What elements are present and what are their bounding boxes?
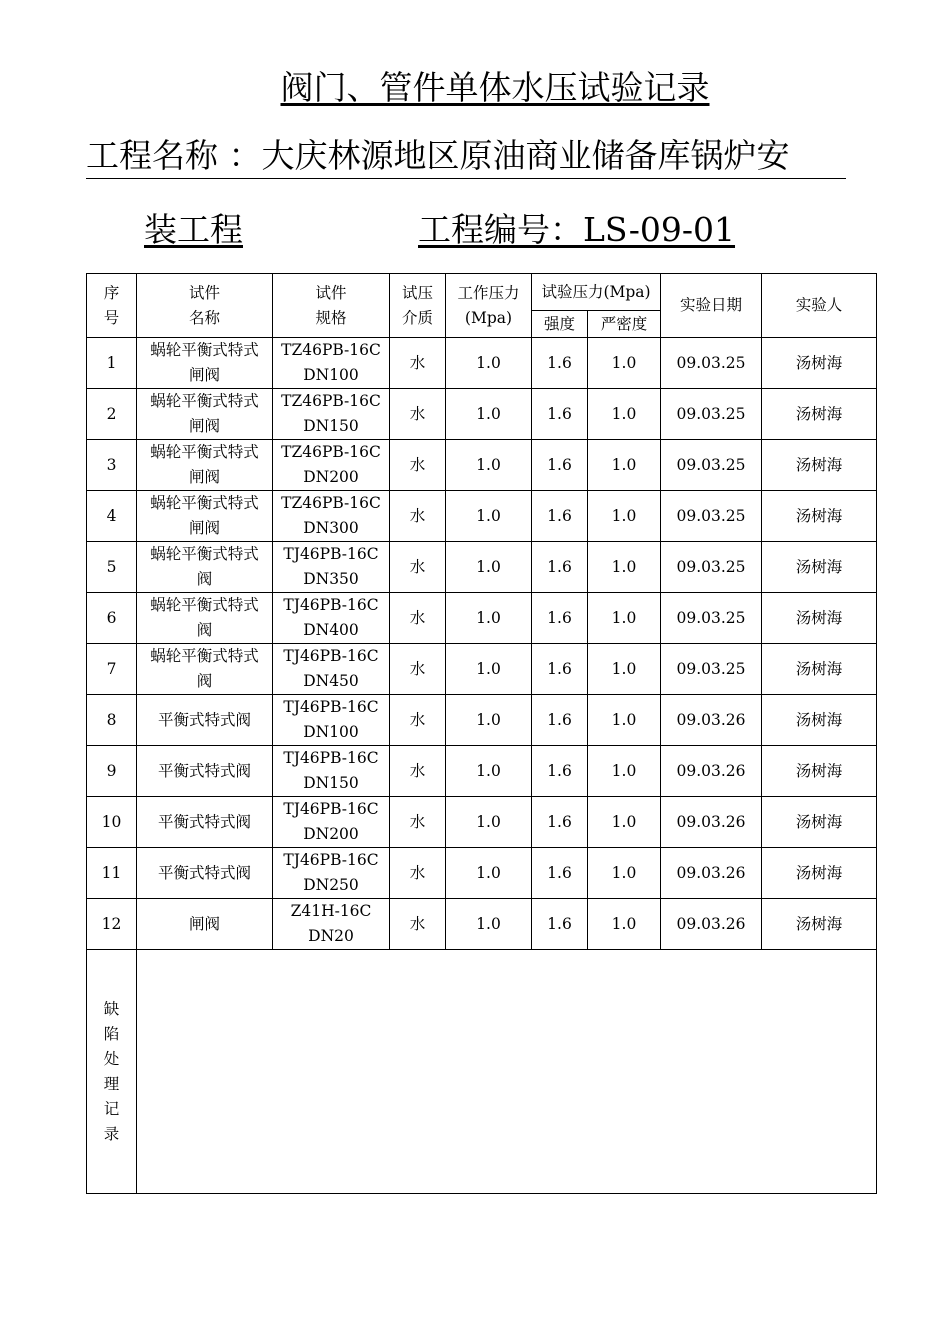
cell-strength: 1.6 — [532, 491, 588, 542]
cell-test-date: 09.03.25 — [661, 644, 762, 695]
cell-item-name: 闸阀 — [137, 899, 273, 950]
cell-tester: 汤树海 — [762, 695, 877, 746]
cell-medium: 水 — [390, 695, 446, 746]
cell-item-name: 平衡式特式阀 — [137, 746, 273, 797]
cell-work-pressure: 1.0 — [446, 491, 532, 542]
cell-item-name: 平衡式特式阀 — [137, 695, 273, 746]
cell-item-spec: TJ46PB-16C DN350 — [273, 542, 390, 593]
cell-work-pressure: 1.0 — [446, 899, 532, 950]
cell-tightness: 1.0 — [588, 440, 661, 491]
header-test-pressure: 试验压力(Mpa) — [532, 274, 661, 311]
cell-seq: 2 — [87, 389, 137, 440]
cell-tester: 汤树海 — [762, 542, 877, 593]
cell-strength: 1.6 — [532, 338, 588, 389]
cell-tightness: 1.0 — [588, 899, 661, 950]
cell-strength: 1.6 — [532, 797, 588, 848]
cell-tester: 汤树海 — [762, 389, 877, 440]
header-tightness: 严密度 — [588, 311, 661, 338]
cell-tightness: 1.0 — [588, 797, 661, 848]
cell-item-spec: TJ46PB-16C DN150 — [273, 746, 390, 797]
cell-medium: 水 — [390, 389, 446, 440]
cell-work-pressure: 1.0 — [446, 695, 532, 746]
cell-item-spec: TJ46PB-16C DN450 — [273, 644, 390, 695]
cell-seq: 6 — [87, 593, 137, 644]
cell-medium: 水 — [390, 797, 446, 848]
table-row — [87, 440, 877, 491]
cell-medium: 水 — [390, 491, 446, 542]
cell-test-date: 09.03.26 — [661, 695, 762, 746]
cell-tightness: 1.0 — [588, 491, 661, 542]
cell-test-date: 09.03.25 — [661, 593, 762, 644]
cell-tightness: 1.0 — [588, 695, 661, 746]
cell-test-date: 09.03.26 — [661, 899, 762, 950]
cell-test-date: 09.03.26 — [661, 848, 762, 899]
header-item-spec: 试件 规格 — [273, 274, 390, 338]
cell-work-pressure: 1.0 — [446, 746, 532, 797]
cell-item-spec: TJ46PB-16C DN250 — [273, 848, 390, 899]
defect-record-label: 缺陷处理记录 — [87, 950, 137, 1194]
cell-medium: 水 — [390, 848, 446, 899]
cell-tester: 汤树海 — [762, 491, 877, 542]
table-body — [87, 338, 877, 950]
cell-item-spec: Z41H-16C DN20 — [273, 899, 390, 950]
cell-work-pressure: 1.0 — [446, 542, 532, 593]
cell-item-spec: TZ46PB-16C DN200 — [273, 440, 390, 491]
cell-tightness: 1.0 — [588, 848, 661, 899]
cell-strength: 1.6 — [532, 389, 588, 440]
cell-tester: 汤树海 — [762, 338, 877, 389]
table-row — [87, 746, 877, 797]
cell-test-date: 09.03.25 — [661, 389, 762, 440]
header-tester: 实验人 — [762, 274, 877, 338]
cell-work-pressure: 1.0 — [446, 440, 532, 491]
cell-work-pressure: 1.0 — [446, 797, 532, 848]
cell-seq: 11 — [87, 848, 137, 899]
cell-seq: 7 — [87, 644, 137, 695]
table-row — [87, 899, 877, 950]
table-row — [87, 338, 877, 389]
cell-test-date: 09.03.25 — [661, 542, 762, 593]
table-header-row — [87, 274, 877, 311]
document-title: 阀门、管件单体水压试验记录 — [280, 68, 710, 107]
cell-medium: 水 — [390, 746, 446, 797]
cell-medium: 水 — [390, 338, 446, 389]
cell-strength: 1.6 — [532, 746, 588, 797]
cell-medium: 水 — [390, 593, 446, 644]
project-number: 工程编号：LS-09-01 — [418, 210, 736, 249]
cell-item-name: 蜗轮平衡式特式 阀 — [137, 644, 273, 695]
cell-seq: 8 — [87, 695, 137, 746]
cell-seq: 5 — [87, 542, 137, 593]
cell-item-spec: TJ46PB-16C DN100 — [273, 695, 390, 746]
table-row — [87, 593, 877, 644]
cell-strength: 1.6 — [532, 644, 588, 695]
header-seq: 序号 — [87, 274, 137, 338]
cell-item-name: 平衡式特式阀 — [137, 848, 273, 899]
cell-strength: 1.6 — [532, 848, 588, 899]
cell-seq: 10 — [87, 797, 137, 848]
cell-tightness: 1.0 — [588, 644, 661, 695]
cell-strength: 1.6 — [532, 542, 588, 593]
cell-tightness: 1.0 — [588, 746, 661, 797]
table-row — [87, 644, 877, 695]
table-row — [87, 848, 877, 899]
cell-item-name: 蜗轮平衡式特式 闸阀 — [137, 491, 273, 542]
cell-tester: 汤树海 — [762, 797, 877, 848]
cell-tightness: 1.0 — [588, 338, 661, 389]
cell-seq: 1 — [87, 338, 137, 389]
cell-tester: 汤树海 — [762, 746, 877, 797]
cell-tester: 汤树海 — [762, 440, 877, 491]
cell-item-spec: TJ46PB-16C DN200 — [273, 797, 390, 848]
defect-record-row — [87, 950, 877, 1194]
project-name-line2 — [144, 208, 735, 252]
cell-tightness: 1.0 — [588, 389, 661, 440]
project-name-continuation: 装工程 — [144, 210, 243, 249]
cell-seq: 9 — [87, 746, 137, 797]
cell-work-pressure: 1.0 — [446, 389, 532, 440]
cell-tightness: 1.0 — [588, 593, 661, 644]
header-medium: 试压 介质 — [390, 274, 446, 338]
cell-item-name: 蜗轮平衡式特式 闸阀 — [137, 389, 273, 440]
cell-tester: 汤树海 — [762, 848, 877, 899]
cell-item-name: 平衡式特式阀 — [137, 797, 273, 848]
cell-strength: 1.6 — [532, 695, 588, 746]
project-name-line1: 工程名称 ：大庆林源地区原油商业储备库锅炉安 — [86, 134, 846, 179]
cell-item-name: 蜗轮平衡式特式 阀 — [137, 593, 273, 644]
cell-medium: 水 — [390, 542, 446, 593]
header-test-date: 实验日期 — [661, 274, 762, 338]
cell-seq: 3 — [87, 440, 137, 491]
cell-seq: 4 — [87, 491, 137, 542]
table-row — [87, 389, 877, 440]
cell-test-date: 09.03.25 — [661, 440, 762, 491]
cell-medium: 水 — [390, 644, 446, 695]
cell-seq: 12 — [87, 899, 137, 950]
cell-item-spec: TZ46PB-16C DN150 — [273, 389, 390, 440]
table-row — [87, 491, 877, 542]
defect-record-content[interactable] — [137, 950, 877, 1194]
cell-work-pressure: 1.0 — [446, 848, 532, 899]
header-work-pressure: 工作压力 (Mpa) — [446, 274, 532, 338]
cell-tester: 汤树海 — [762, 644, 877, 695]
cell-tightness: 1.0 — [588, 542, 661, 593]
cell-work-pressure: 1.0 — [446, 593, 532, 644]
cell-item-spec: TZ46PB-16C DN100 — [273, 338, 390, 389]
table-row — [87, 695, 877, 746]
cell-medium: 水 — [390, 440, 446, 491]
cell-work-pressure: 1.0 — [446, 338, 532, 389]
cell-medium: 水 — [390, 899, 446, 950]
pressure-test-table — [86, 273, 877, 1194]
cell-test-date: 09.03.26 — [661, 797, 762, 848]
cell-strength: 1.6 — [532, 899, 588, 950]
header-strength: 强度 — [532, 311, 588, 338]
cell-test-date: 09.03.25 — [661, 338, 762, 389]
cell-strength: 1.6 — [532, 440, 588, 491]
cell-test-date: 09.03.25 — [661, 491, 762, 542]
cell-work-pressure: 1.0 — [446, 644, 532, 695]
table-row — [87, 797, 877, 848]
cell-item-spec: TJ46PB-16C DN400 — [273, 593, 390, 644]
cell-tester: 汤树海 — [762, 593, 877, 644]
cell-item-name: 蜗轮平衡式特式 闸阀 — [137, 338, 273, 389]
table-row — [87, 542, 877, 593]
cell-strength: 1.6 — [532, 593, 588, 644]
cell-test-date: 09.03.26 — [661, 746, 762, 797]
cell-item-name: 蜗轮平衡式特式 阀 — [137, 542, 273, 593]
cell-item-name: 蜗轮平衡式特式 闸阀 — [137, 440, 273, 491]
cell-item-spec: TZ46PB-16C DN300 — [273, 491, 390, 542]
cell-tester: 汤树海 — [762, 899, 877, 950]
header-item-name: 试件 名称 — [137, 274, 273, 338]
